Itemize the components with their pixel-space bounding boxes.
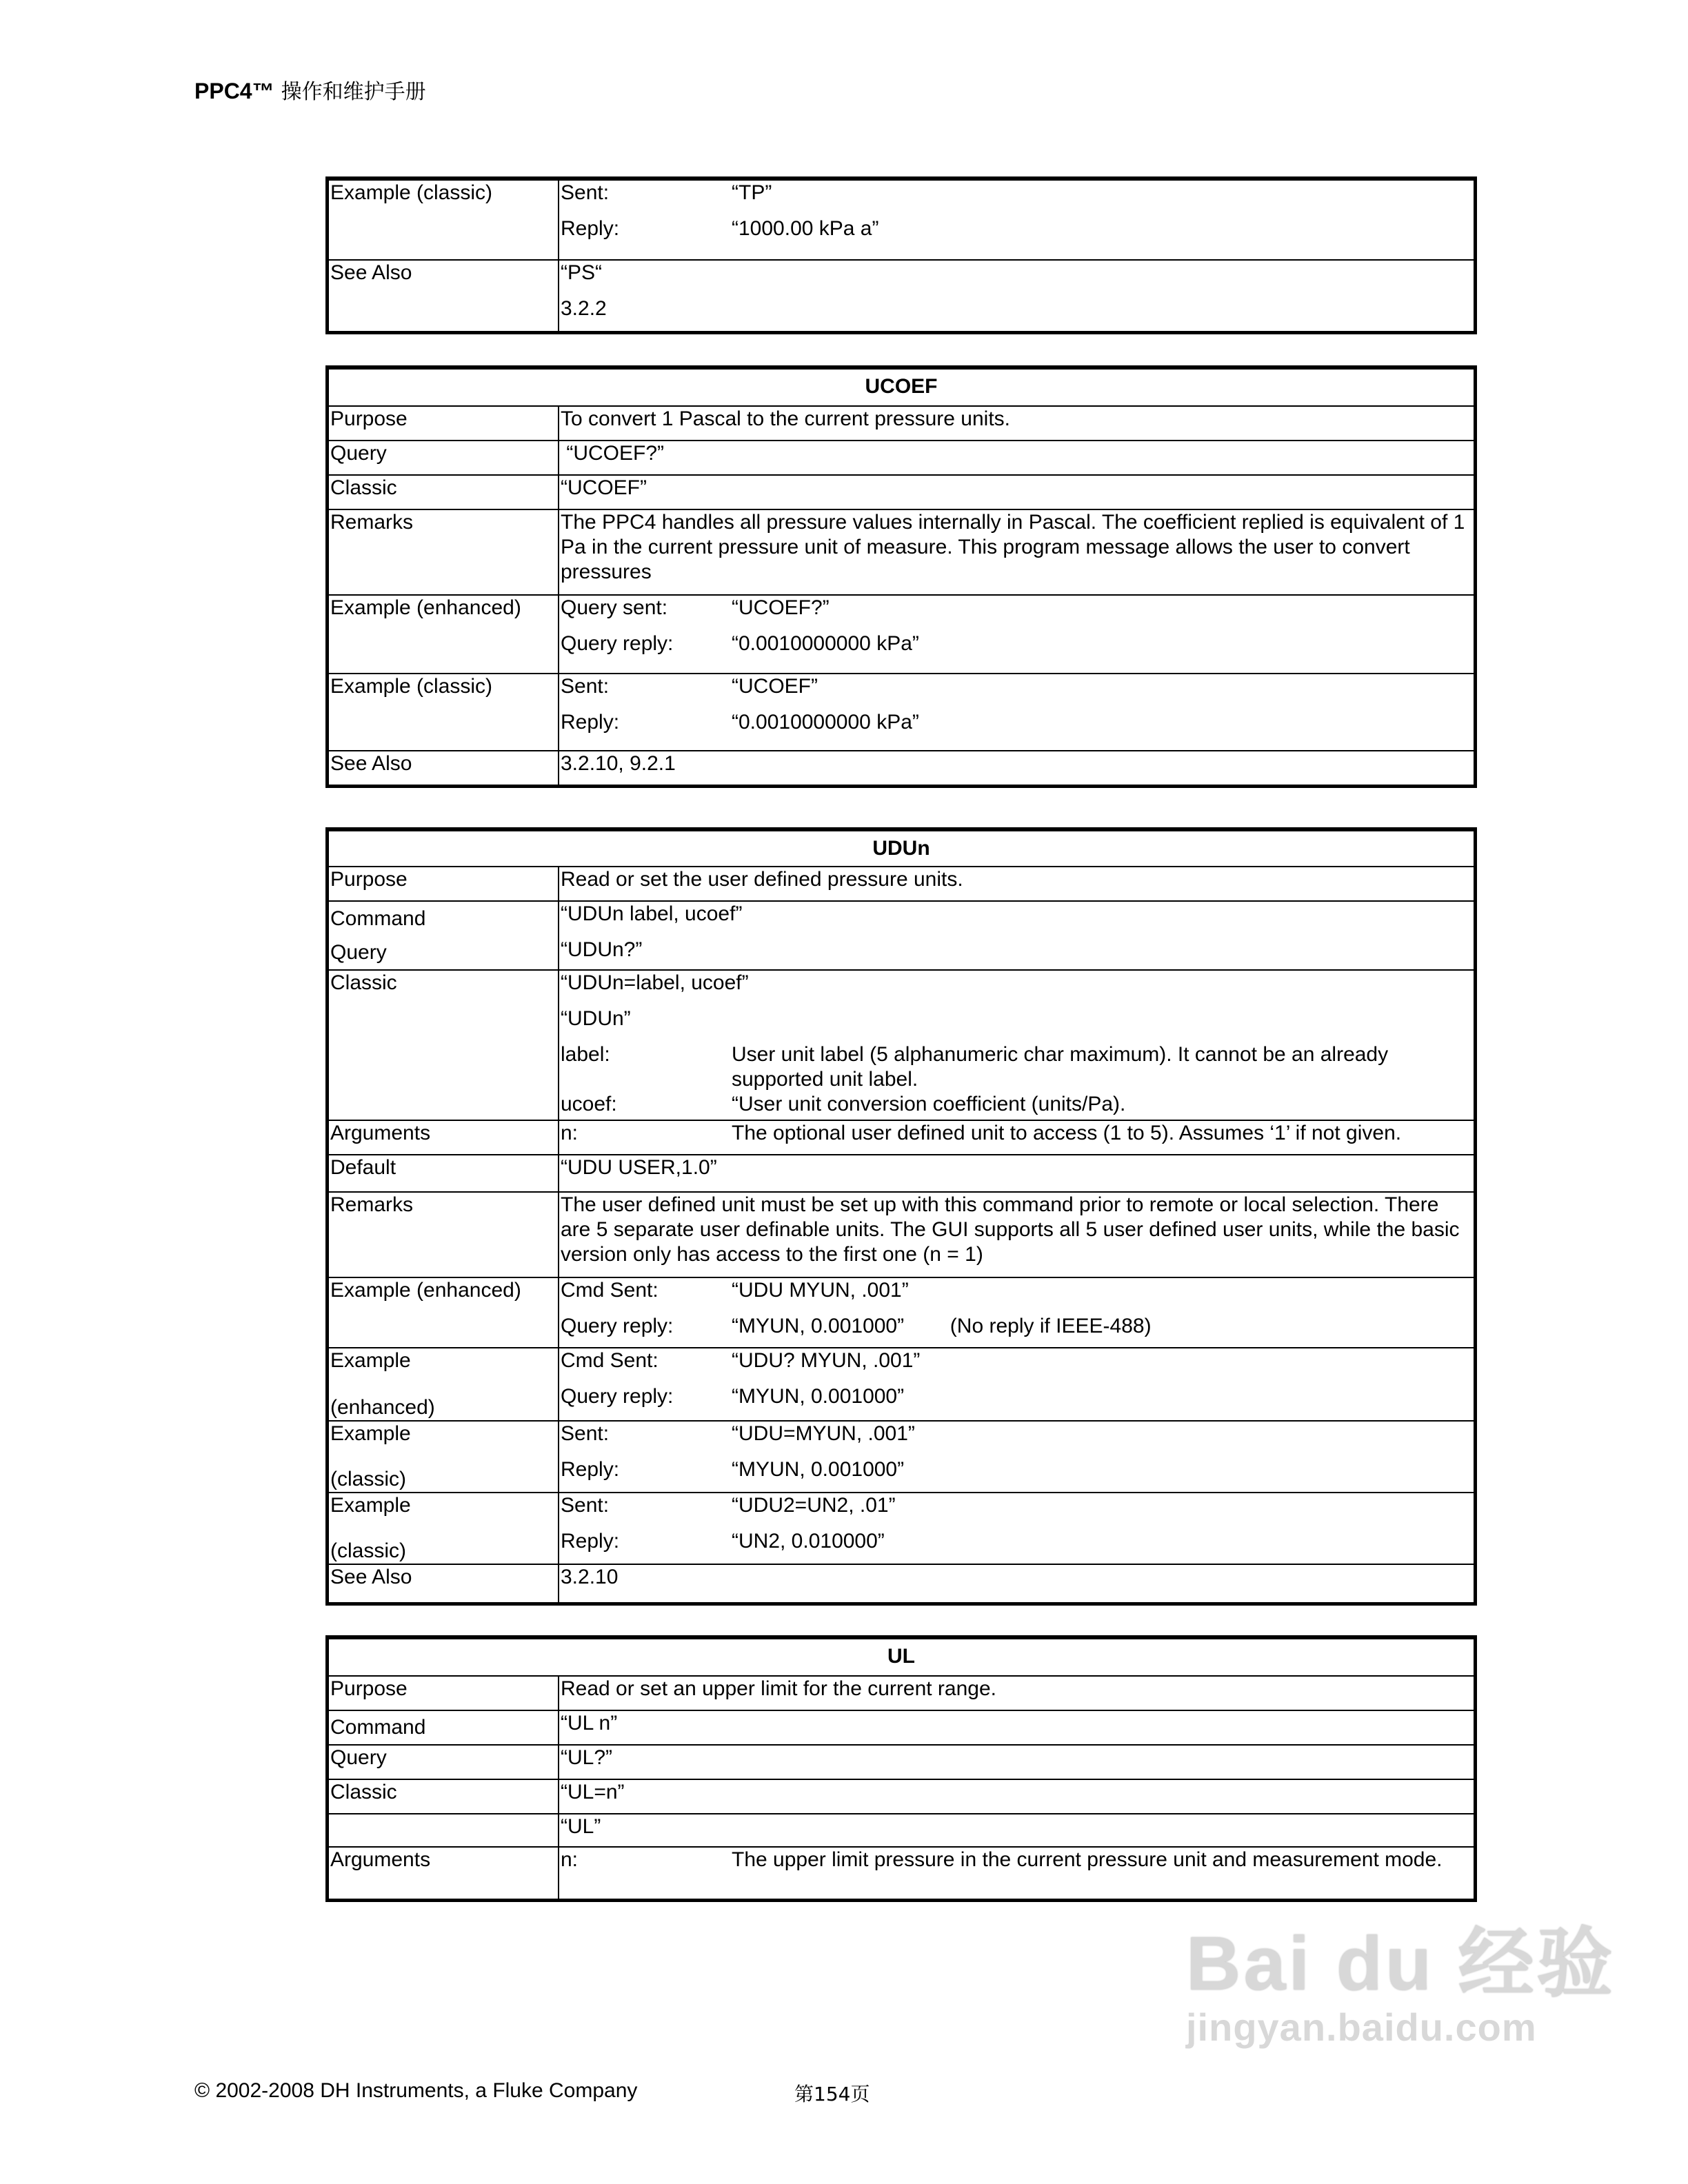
row-label — [329, 596, 559, 673]
value-line — [561, 1711, 1474, 1736]
field-key: Sent: — [561, 1494, 610, 1517]
field-value: “1000.00 kPa a” — [732, 217, 879, 240]
value-text: “UDUn=label, ucoef” — [561, 971, 749, 994]
row-label-text: Purpose — [330, 407, 408, 430]
row-value — [559, 596, 1474, 673]
table-row — [329, 673, 1474, 750]
value-line — [561, 1780, 1474, 1805]
row-value — [559, 1711, 1474, 1744]
row-value — [559, 1193, 1474, 1277]
row-label-text: See Also — [330, 752, 412, 775]
table-row — [329, 440, 1474, 474]
row-label-text: Example — [330, 1422, 411, 1445]
row-label — [329, 441, 559, 474]
field-value: “UDU2=UN2, .01” — [732, 1494, 896, 1517]
row-value — [559, 1814, 1474, 1846]
field-value: “UN2, 0.010000” — [732, 1530, 885, 1553]
table-row — [329, 900, 1474, 969]
row-value — [559, 751, 1474, 785]
row-label — [329, 181, 559, 259]
row-label — [329, 1422, 559, 1492]
row-label-text: Remarks — [330, 511, 414, 534]
row-value — [559, 1677, 1474, 1710]
row-label-text: See Also — [330, 1566, 412, 1588]
field-key: ucoef: — [561, 1093, 617, 1115]
field-value: “UDU? MYUN, .001” — [732, 1349, 921, 1372]
row-value — [559, 1422, 1474, 1492]
field-value: “UCOEF” — [732, 675, 818, 698]
field-value: “MYUN, 0.001000” — [732, 1385, 905, 1408]
value-text: The user defined unit must be set up with this command prior to remote or local selection. There are 5 separate user definable units. The GUI supports all 5 user defined user units, while the basic version only has access to the first one (n = 1) — [561, 1193, 1465, 1266]
field-key: Sent: — [561, 1422, 610, 1445]
row-label — [329, 1348, 559, 1420]
value-line — [561, 674, 1474, 710]
value-line — [561, 1314, 1474, 1350]
value-line — [561, 1814, 1474, 1839]
field-key: Reply: — [561, 1530, 620, 1553]
field-key: Sent: — [561, 181, 610, 204]
document-header — [194, 74, 426, 105]
table-title-row — [329, 1639, 1474, 1675]
value-line — [561, 1042, 1474, 1092]
table-title-row — [329, 831, 1474, 866]
value-text: 3.2.10 — [561, 1566, 619, 1588]
field-key: Sent: — [561, 675, 610, 698]
command-name: UDUn — [872, 837, 930, 860]
field-key: Query sent: — [561, 596, 668, 619]
row-value — [559, 441, 1474, 474]
table-row — [329, 509, 1474, 594]
row-label-text: Example (classic) — [330, 181, 493, 204]
value-line — [561, 216, 1474, 252]
row-label — [329, 867, 559, 900]
value-text: Read or set the user defined pressure units. — [561, 868, 963, 891]
row-value — [559, 1121, 1474, 1154]
value-text: “UL?” — [561, 1746, 613, 1769]
value-line — [561, 1457, 1474, 1493]
manual-subtitle: 操作和维护手册 — [281, 80, 426, 104]
row-label — [329, 261, 559, 331]
row-label-text: (classic) — [330, 1539, 406, 1562]
row-value — [559, 1565, 1474, 1602]
value-text: “UL” — [561, 1815, 601, 1838]
row-label-text: Command — [330, 1716, 426, 1739]
field-key: Reply: — [561, 1458, 620, 1481]
row-label — [329, 902, 559, 969]
table-row — [329, 1779, 1474, 1813]
value-line — [561, 261, 1474, 296]
row-label — [329, 1746, 559, 1779]
value-line — [561, 407, 1474, 432]
value-line — [561, 751, 1474, 776]
value-text: “UDUn label, ucoef” — [561, 902, 743, 925]
row-label-text: Classic — [330, 476, 397, 499]
row-label-text: Example (enhanced) — [330, 1279, 521, 1302]
row-label-text: Example — [330, 1349, 411, 1372]
value-line — [561, 1746, 1474, 1770]
value-text: “UCOEF?” — [561, 442, 665, 465]
value-line — [561, 1529, 1474, 1565]
row-value — [559, 674, 1474, 750]
row-value — [559, 1278, 1474, 1347]
row-label-text: Query — [330, 1746, 387, 1769]
value-text: “UCOEF” — [561, 476, 647, 499]
field-value: “MYUN, 0.001000” (No reply if IEEE-488) — [732, 1315, 1152, 1337]
field-value: “MYUN, 0.001000” — [732, 1458, 905, 1481]
row-label — [329, 1155, 559, 1191]
row-label — [329, 407, 559, 440]
row-label — [329, 1121, 559, 1154]
row-value — [559, 1848, 1474, 1899]
value-line — [561, 1848, 1474, 1872]
table-row — [329, 1564, 1474, 1602]
row-label — [329, 1565, 559, 1602]
value-text: 3.2.10, 9.2.1 — [561, 752, 676, 775]
row-label-text: Example (enhanced) — [330, 596, 521, 619]
row-value — [559, 261, 1474, 331]
value-text: “UL n” — [561, 1712, 618, 1735]
value-line — [561, 476, 1474, 501]
table-row — [329, 1120, 1474, 1154]
table-row — [329, 1744, 1474, 1779]
field-value: “0.0010000000 kPa” — [732, 711, 919, 734]
row-label-text: Classic — [330, 971, 397, 994]
table-row — [329, 181, 1474, 259]
value-line — [561, 441, 1474, 466]
field-key: Reply: — [561, 711, 620, 734]
table-row — [329, 594, 1474, 673]
row-value — [559, 407, 1474, 440]
table-row — [329, 750, 1474, 785]
row-label — [329, 1711, 559, 1744]
row-value — [559, 1780, 1474, 1813]
table-row — [329, 1813, 1474, 1846]
table-row — [329, 1492, 1474, 1564]
value-line — [561, 1193, 1474, 1267]
row-value — [559, 867, 1474, 900]
row-value — [559, 902, 1474, 969]
row-label-text: (classic) — [330, 1468, 406, 1490]
field-key: Cmd Sent: — [561, 1349, 659, 1372]
value-line — [561, 510, 1474, 585]
watermark-url: jingyan.baidu.com — [1186, 2005, 1537, 2049]
value-text: The PPC4 handles all pressure values internally in Pascal. The coefficient replied is equivalent of 1 Pa in the current pressure unit of measure. This program message allows the user to convert pressures — [561, 511, 1471, 583]
row-label-text: Example — [330, 1494, 411, 1517]
command-name: UL — [887, 1645, 915, 1668]
row-label — [329, 476, 559, 509]
value-line — [561, 1278, 1474, 1314]
row-label — [329, 1278, 559, 1347]
field-value: The upper limit pressure in the current pressure unit and measurement mode. — [732, 1848, 1443, 1871]
field-key: Reply: — [561, 217, 620, 240]
row-label-text: Purpose — [330, 868, 408, 891]
field-key: Cmd Sent: — [561, 1279, 659, 1302]
field-value: User unit label (5 alphanumeric char maximum). It cannot be an already supported unit label. — [732, 1043, 1394, 1091]
field-value: “UDU=MYUN, .001” — [732, 1422, 915, 1445]
row-label — [329, 1814, 559, 1846]
footer-copyright: © 2002-2008 DH Instruments, a Fluke Company — [194, 2079, 638, 2102]
table-row — [329, 1710, 1474, 1744]
row-value — [559, 1155, 1474, 1191]
row-label-text: Classic — [330, 1781, 397, 1803]
table-row — [329, 474, 1474, 509]
table-row — [329, 1675, 1474, 1710]
field-value: “User unit conversion coefficient (units/Pa). — [732, 1093, 1126, 1115]
row-label — [329, 510, 559, 594]
table-row — [329, 1191, 1474, 1277]
field-value: The optional user defined unit to access (1 to 5). Assumes ‘1’ if not given. — [732, 1122, 1402, 1144]
value-line — [561, 296, 1474, 332]
row-value — [559, 1348, 1474, 1420]
field-value: “TP” — [732, 181, 772, 204]
value-text: “UDU USER,1.0” — [561, 1156, 717, 1179]
row-label — [329, 971, 559, 1120]
table-title-row — [329, 370, 1474, 405]
footer-page-number: 第154页 — [794, 2083, 870, 2105]
row-value — [559, 1746, 1474, 1779]
table-row — [329, 1420, 1474, 1492]
table-row — [329, 1277, 1474, 1347]
value-line — [561, 631, 1474, 667]
row-label — [329, 674, 559, 750]
row-label-text: Arguments — [330, 1848, 431, 1871]
row-label-text: See Also — [330, 261, 412, 284]
table-row — [329, 259, 1474, 331]
table-row — [329, 1154, 1474, 1191]
value-line — [561, 867, 1474, 892]
field-key: label: — [561, 1043, 610, 1066]
row-label-text: Example (classic) — [330, 675, 493, 698]
value-line — [561, 1493, 1474, 1529]
command-table — [325, 1635, 1477, 1902]
row-label-text: Query — [330, 442, 387, 465]
value-line — [561, 902, 1474, 938]
value-line — [561, 1565, 1474, 1590]
field-value: “UDU MYUN, .001” — [732, 1279, 909, 1302]
row-label — [329, 1848, 559, 1899]
value-line — [561, 596, 1474, 631]
field-key: Query reply: — [561, 1385, 674, 1408]
manual-title: PPC4™ — [194, 79, 274, 103]
command-table — [325, 365, 1477, 788]
value-text: “UDUn” — [561, 1007, 631, 1030]
row-label-text: Query — [330, 940, 387, 964]
value-text: Read or set an upper limit for the current range. — [561, 1677, 996, 1700]
row-value — [559, 181, 1474, 259]
table-row — [329, 866, 1474, 900]
command-table — [325, 827, 1477, 1606]
row-label-text: (enhanced) — [330, 1396, 435, 1419]
field-value: “0.0010000000 kPa” — [732, 632, 919, 655]
row-label — [329, 1677, 559, 1710]
row-label — [329, 1493, 559, 1564]
field-key: Query reply: — [561, 632, 674, 655]
row-value — [559, 1493, 1474, 1564]
field-key: n: — [561, 1848, 579, 1871]
row-label-text: Arguments — [330, 1122, 431, 1144]
value-line — [561, 1121, 1474, 1146]
value-line — [561, 1348, 1474, 1384]
row-value — [559, 971, 1474, 1120]
field-key: n: — [561, 1122, 579, 1144]
value-line — [561, 1677, 1474, 1701]
table-row — [329, 405, 1474, 440]
row-value — [559, 476, 1474, 509]
field-key: Query reply: — [561, 1315, 674, 1337]
value-line — [561, 1384, 1474, 1420]
value-line — [561, 1007, 1474, 1042]
value-text: To convert 1 Pascal to the current pressure units. — [561, 407, 1010, 430]
watermark-logo: Bai du 经验 — [1186, 1921, 1616, 2006]
table-row — [329, 1846, 1474, 1899]
command-table — [325, 176, 1477, 334]
value-text: “PS“ — [561, 261, 602, 284]
table-row — [329, 969, 1474, 1120]
value-line — [561, 1155, 1474, 1180]
row-label — [329, 1193, 559, 1277]
command-name: UCOEF — [865, 375, 938, 398]
value-text: 3.2.2 — [561, 297, 607, 320]
row-label — [329, 751, 559, 785]
value-line — [561, 971, 1474, 1007]
row-label-text: Remarks — [330, 1193, 414, 1216]
value-text: “UDUn?” — [561, 938, 643, 961]
row-value — [559, 510, 1474, 594]
field-value: “UCOEF?” — [732, 596, 830, 619]
value-line — [561, 938, 1474, 973]
row-label — [329, 1780, 559, 1813]
row-label-text: Default — [330, 1156, 396, 1179]
baidu-watermark — [1186, 1903, 1616, 2050]
value-text: “UL=n” — [561, 1781, 625, 1803]
value-line — [561, 710, 1474, 746]
row-label-text: Purpose — [330, 1677, 408, 1700]
row-label-text: Command — [330, 907, 426, 930]
value-line — [561, 181, 1474, 216]
table-row — [329, 1347, 1474, 1420]
value-line — [561, 1422, 1474, 1457]
